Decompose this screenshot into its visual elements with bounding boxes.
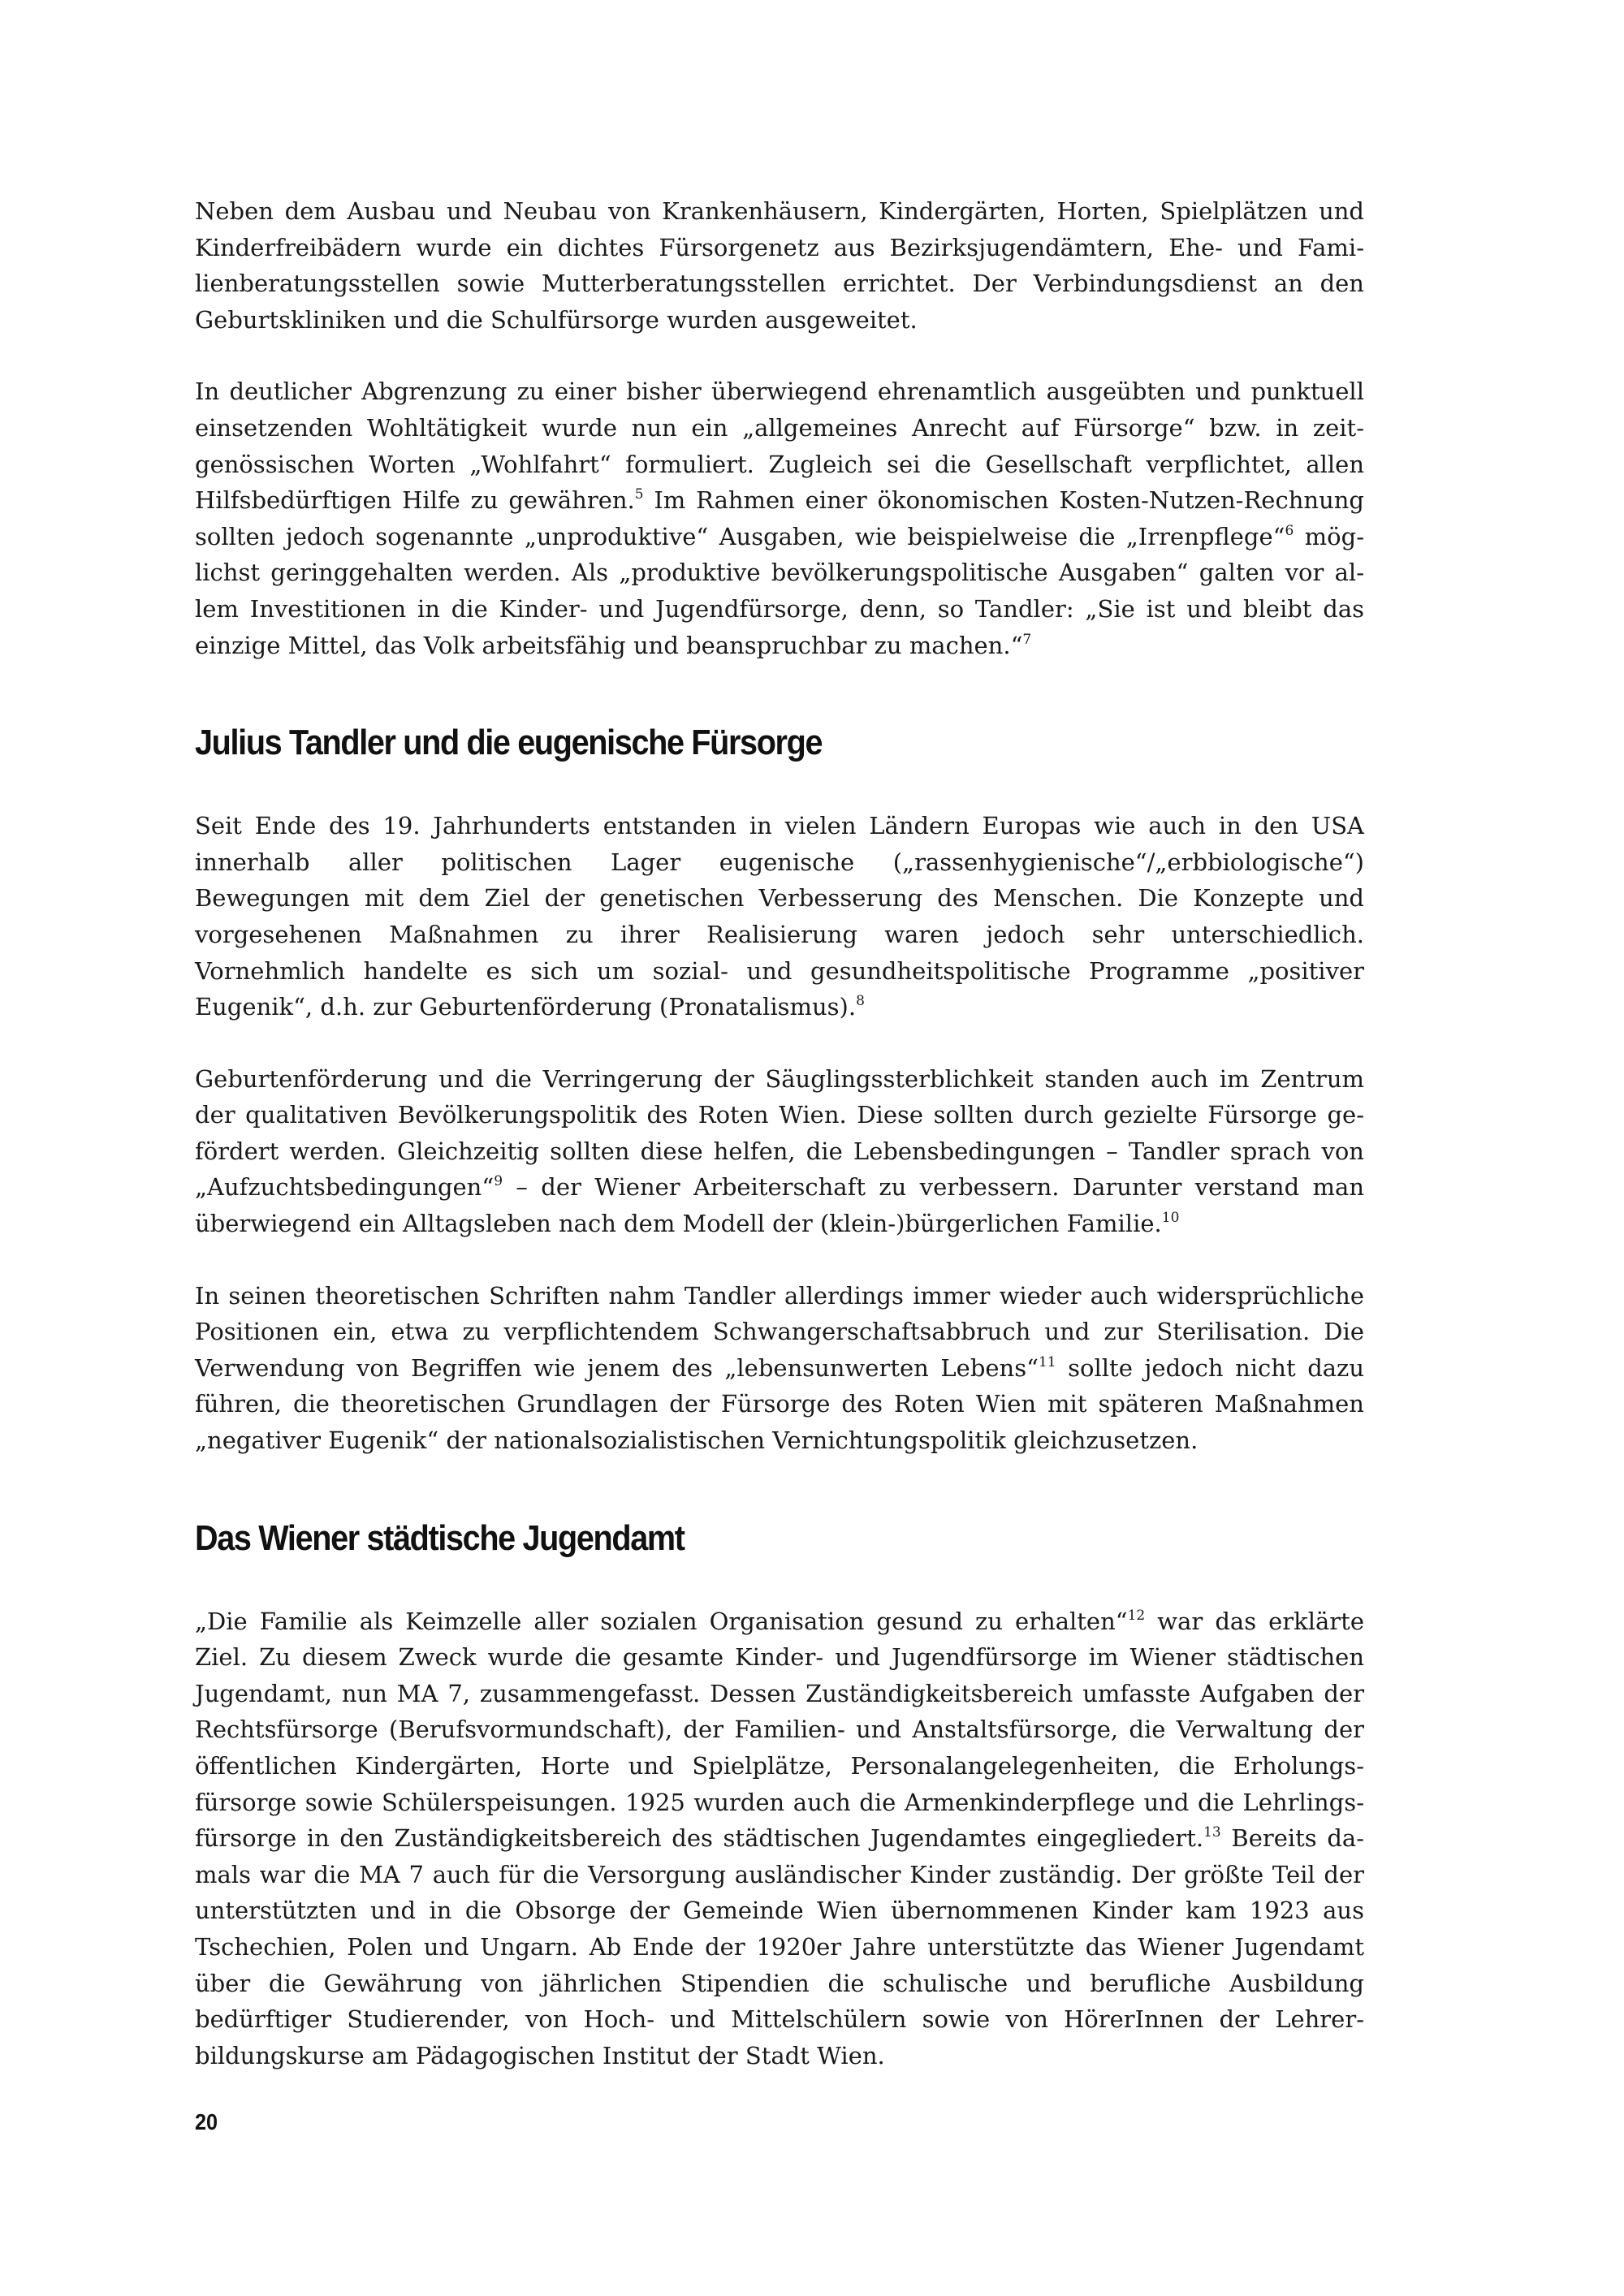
- footnote-ref-9[interactable]: 9: [494, 1173, 503, 1190]
- footnote-ref-13[interactable]: 13: [1203, 1824, 1221, 1841]
- footnote-ref-7[interactable]: 7: [1022, 631, 1032, 648]
- footnote-ref-5[interactable]: 5: [634, 486, 644, 503]
- paragraph-youth-office: „Die Familie als Keimzelle aller sozialen Organisation gesund zu erhalten“$^{12}$ war das erklärte Ziel. Zu diesem Zweck wurde die gesamte Kinder- und Jugendfürsorge im Wiener städtischen Jugendamt, nun MA 7, zusammengefasst. Dessen Zuständigkeitsbereich umfasste Aufgaben der Rechtsfürsorge (Berufsvormundschaft), der Familien- und Anstaltsfürsorge, die Verwaltung der öffentlichen Kindergärten, Horte und Spielplätze, Personalangelegenheiten, die Erholungsfürsorge sowie Schülerspeisungen. 1925 wurden auch die Armenkinderpflege und die Lehrlingsfürsorge in den Zuständigkeitsbereich des städtischen Jugendamtes eingegliedert.$^{13}$ Bereits damals war die MA 7 auch für die Versorgung ausländischer Kinder zuständig. Der größte Teil der unterstützten und in die Obsorge der Gemeinde Wien übernommenen Kinder kam 1923 aus Tschechien, Polen und Ungarn. Ab Ende der 1920er Jahre unterstützte das Wiener Jugendamt über die Gewährung von jährlichen Stipendien die schulische und berufliche Ausbildung bedürftiger Studierender, von Hoch- und Mittelschülern sowie von HörerInnen der Lehrerbildungskurse am Pädagogischen Institut der Stadt Wien.: [195, 1607, 1364, 2069]
- footnote-ref-12[interactable]: 12: [1127, 1607, 1146, 1624]
- footnote-ref-6[interactable]: 6: [1285, 522, 1294, 539]
- paragraph-welfare-rights: In deutlicher Abgrenzung zu einer bisher überwiegend ehrenamtlich ausgeübten und punktuell einsetzenden Wohltätigkeit wurde nun ein „allgemeines Anrecht auf Fürsorge“ bzw. in zeitgenössischen Worten „Wohlfahrt“ formuliert. Zugleich sei die Gesellschaft verpflichtet, allen Hilfsbedürftigen Hilfe zu gewähren.$^5$ Im Rahmen einer ökonomischen Kosten-Nutzen-Rechnung sollten jedoch sogenannte „unproduktive“ Ausgaben, wie beispielweise die „Irrenpflege“$^6$ möglichst geringgehalten werden. Als „produktive bevölkerungspolitische Ausgaben“ galten vor allem Investitionen in die Kinder- und Jugendfürsorge, denn, so Tandler: „Sie ist und bleibt das einzige Mittel, das Volk arbeitsfähig und beanspruchbar zu machen.“$^7$: [195, 378, 1364, 659]
- paragraph-birth-promotion: Geburtenförderung und die Verringerung der Säuglingssterblichkeit standen auch im Zentrum der qualitativen Bevölkerungspolitik des Roten Wien. Diese sollten durch gezielte Fürsorge gefördert werden. Gleichzeitig sollten diese helfen, die Lebensbedingungen – Tandler sprach von „Aufzuchtsbedingungen“$^9$ – der Wiener Arbeiterschaft zu verbessern. Darunter verstand man überwiegend ein Alltagsleben nach dem Modell der (klein-)bürgerlichen Familie.$^{10}$: [195, 1064, 1364, 1238]
- footnote-ref-8[interactable]: 8: [856, 993, 865, 1010]
- page-number: 20: [195, 2109, 218, 2134]
- section-heading-youth-office: Das Wiener städtische Jugendamt: [195, 1517, 685, 1558]
- footnote-ref-11[interactable]: 11: [1038, 1353, 1056, 1370]
- paragraph-contradictory-positions: In seinen theoretischen Schriften nahm Tandler allerdings immer wieder auch widersprüchliche Positionen ein, etwa zu verpflichtendem Schwangerschaftsabbruch und zur Sterilisation. Die Verwendung von Begriffen wie jenem des „lebensunwerten Lebens“$^{11}$ sollte jedoch nicht dazu führen, die theoretischen Grundlagen der Fürsorge des Roten Wien mit späteren Maßnahmen „negativer Eugenik“ der nationalsozialistischen Vernichtungspolitik gleichzusetzen.: [195, 1281, 1365, 1455]
- paragraph-welfare-network: Neben dem Ausbau und Neubau von Krankenhäusern, Kindergärten, Horten, Spielplätzen und Kinderfreibädern wurde ein dichtes Fürsorgenetz aus Bezirksjugendämtern, Ehe- und Familienberatungsstellen sowie Mutterberatungsstellen errichtet. Der Verbindungsdienst an den Geburtskliniken und die Schulfürsorge wurden ausgeweitet.: [195, 197, 1364, 334]
- text-column: [195, 193, 1364, 2109]
- footnote-ref-10[interactable]: 10: [1161, 1210, 1180, 1227]
- paragraph-eugenics-history: Seit Ende des 19. Jahrhunderts entstanden in vielen Ländern Europas wie auch in den USA innerhalb aller politischen Lager eugenische („rassenhygienische“/„erbbiologische“) Bewegungen mit dem Ziel der genetischen Verbesserung des Menschen. Die Konzepte und vorgesehenen Maßnahmen zu ihrer Realisierung waren jedoch sehr unterschiedlich. Vornehmlich handelte es sich um sozial- und gesundheitspolitische Programme „positiver Eugenik“, d.h. zur Geburtenförderung (Pronatalismus).$^8$: [195, 812, 1364, 1021]
- section-heading-eugenics: Julius Tandler und die eugenische Fürsorge: [195, 723, 823, 763]
